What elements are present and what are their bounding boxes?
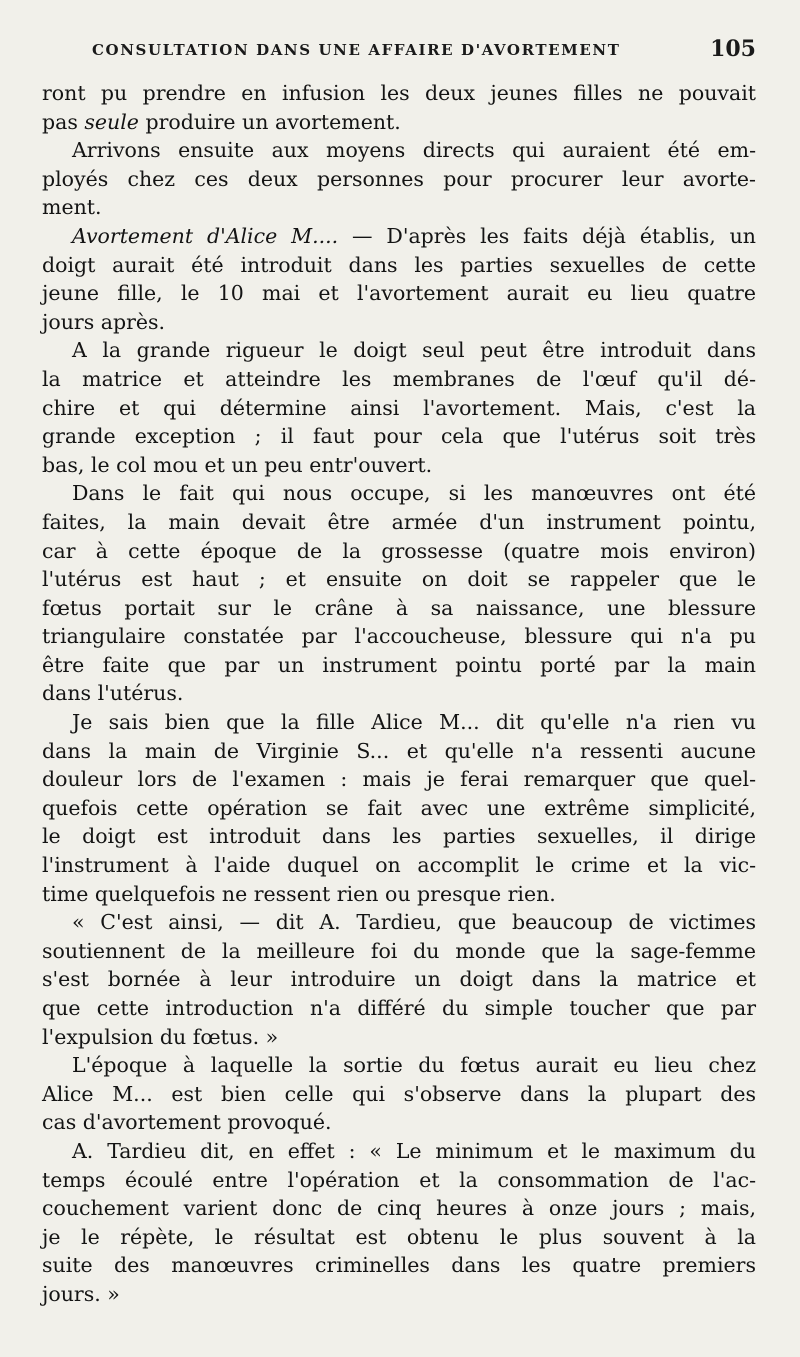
text-line: A. Tardieu dit, en effet : « Le minimum et le maximum du — [72, 1138, 756, 1163]
text-run: — D'après les faits déjà établis, un — [338, 223, 756, 248]
body-text — [42, 79, 756, 1309]
text-line: ployés chez ces deux personnes pour procurer leur avorte- — [42, 166, 756, 191]
text-line: je le répète, le résultat est obtenu le plus souvent à la — [42, 1224, 756, 1249]
page-number: 105 — [710, 36, 756, 62]
page-header — [92, 37, 756, 67]
text-line: s'est bornée à leur introduire un doigt dans la matrice et — [42, 967, 756, 992]
italic-text-run: Avortement d'Alice M.... — [72, 223, 339, 248]
text-line: cas d'avortement provoqué. — [42, 1110, 332, 1135]
text-line: time quelquefois ne ressent rien ou presque rien. — [42, 881, 556, 906]
italic-text-run: seule — [84, 109, 139, 134]
text-line: couchement varient donc de cinq heures à onze jours ; mais, — [42, 1196, 756, 1221]
text-line: le doigt est introduit dans les parties sexuelles, il dirige — [42, 824, 756, 849]
text-line — [42, 108, 756, 137]
text-line: car à cette époque de la grossesse (quatre mois environ) — [42, 538, 756, 563]
text-line — [42, 222, 756, 251]
text-line: A la grande rigueur le doigt seul peut être introduit dans — [72, 338, 756, 363]
text-line: ront pu prendre en infusion les deux jeunes filles ne pouvait — [42, 81, 756, 105]
text-line: L'époque à laquelle la sortie du fœtus aurait eu lieu chez — [72, 1053, 756, 1078]
running-head: CONSULTATION DANS UNE AFFAIRE D'AVORTEMENT — [92, 41, 621, 59]
text-line: bas, le col mou et un peu entr'ouvert. — [42, 452, 433, 477]
text-line: la matrice et atteindre les membranes de l'œuf qu'il dé- — [42, 366, 756, 391]
text-run: produire un avortement. — [138, 109, 401, 134]
text-line: faites, la main devait être armée d'un instrument pointu, — [42, 509, 756, 534]
text-line: soutiennent de la meilleure foi du monde que la sage-femme — [42, 938, 756, 963]
text-line: jeune fille, le 10 mai et l'avortement aurait eu lieu quatre — [42, 281, 756, 306]
text-run: pas — [42, 109, 85, 134]
text-line: temps écoulé entre l'opération et la consommation de l'ac- — [42, 1167, 756, 1192]
text-line: jours. » — [42, 1281, 120, 1306]
text-line: l'expulsion du fœtus. » — [42, 1024, 279, 1049]
text-line: l'utérus est haut ; et ensuite on doit se rappeler que le — [42, 567, 756, 592]
text-line: jours après. — [42, 309, 166, 334]
text-line: Je sais bien que la fille Alice M... dit qu'elle n'a rien vu — [72, 710, 756, 735]
text-line: chire et qui détermine ainsi l'avortement. Mais, c'est la — [42, 395, 756, 420]
text-line: être faite que par un instrument pointu porté par la main — [42, 652, 756, 677]
text-line: triangulaire constatée par l'accoucheuse, blessure qui n'a pu — [42, 624, 756, 649]
text-line: quefois cette opération se fait avec une extrême simplicité, — [42, 795, 756, 820]
text-line: ment. — [42, 195, 102, 220]
text-line: Alice M... est bien celle qui s'observe dans la plupart des — [42, 1081, 756, 1106]
text-line: l'instrument à l'aide duquel on accomplit le crime et la vic- — [42, 853, 756, 878]
text-line: Dans le fait qui nous occupe, si les manœuvres ont été — [72, 481, 756, 506]
text-line: douleur lors de l'examen : mais je ferai remarquer que quel- — [42, 767, 756, 792]
text-line: suite des manœuvres criminelles dans les quatre premiers — [42, 1253, 756, 1278]
text-line: Arrivons ensuite aux moyens directs qui auraient été em- — [72, 138, 756, 163]
text-line: dans l'utérus. — [42, 681, 184, 706]
text-line: que cette introduction n'a différé du simple toucher que par — [42, 996, 756, 1020]
text-line: dans la main de Virginie S... et qu'elle n'a ressenti aucune — [42, 738, 756, 763]
text-line: grande exception ; il faut pour cela que l'utérus soit très — [42, 424, 756, 449]
text-line: « C'est ainsi, — dit A. Tardieu, que beaucoup de victimes — [72, 910, 756, 935]
text-line: doigt aurait été introduit dans les parties sexuelles de cette — [42, 252, 756, 277]
text-line: fœtus portait sur le crâne à sa naissance, une blessure — [42, 595, 756, 620]
